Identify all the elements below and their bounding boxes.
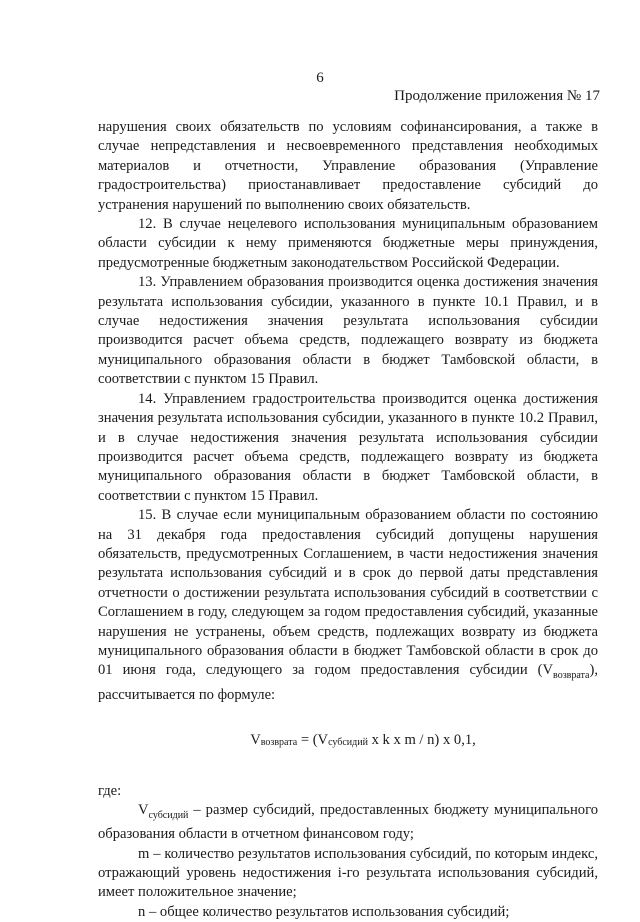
paragraph-13: 13. Управлением образования производится оценка достижения значения результата использования субсидии, указанного в пункте 10.1 Правил, и в случае недостижения значения результата использования субсидии производится расчет объема средств, подлежащего возврату из бюджета муниципального образования области в бюджет Тамбовской области, в соответствии с пунктом 15 Правил. xyxy=(98,274,598,388)
paragraph-15 xyxy=(98,506,598,705)
definition-v-subsidy xyxy=(98,801,598,845)
formula-rest: x k x m / n) x 0,1, xyxy=(367,732,476,749)
paragraph-15-text: 15. В случае если муниципальным образованием области по состоянию на 31 декабря года предоставления субсидий допущены нарушения обязательств, предусмотренных Соглашением, в части недостижения значения результата использования субсидий и в срок до первой даты представления отчетности о достижении результата использования субсидий в соответствии с Соглашением в году, следующем за годом предоставления субсидий, указанные нарушения не устранены, объем средств, подлежащих возврату из бюджета муниципального образования области в бюджет Тамбовской области в срок до 01 июня года, следующего за годом предоставления субсидии (V xyxy=(98,507,598,679)
paragraph-15-end: ), рассчитывается по формуле: xyxy=(98,662,598,703)
appendix-continuation-header: Продолжение приложения № 17 xyxy=(394,88,600,104)
paragraph-continuation: нарушения своих обязательств по условиям софинансирования, а также в случае непредставления и несвоевременного представления необходимых материалов и отчетности, Управление образования (Управление градостроительства) приостанавливает предоставление субсидий до устранения нарушений по выполнению своих обязательств. xyxy=(98,119,598,213)
formula-mid: = (V xyxy=(297,732,329,749)
definition-v: V xyxy=(138,801,149,818)
formula-sub-subsidy: субсидий xyxy=(328,737,368,749)
formula-v: V xyxy=(250,732,261,749)
document-body xyxy=(98,118,598,922)
paragraph-14: 14. Управлением градостроительства производится оценка достижения значения результата использования субсидии, указанного в пункте 10.2 Правил, и в случае недостижения значения результата использования субсидии производится расчет объема средств, подлежащего возврату из бюджета муниципального образования области в бюджет Тамбовской области, в соответствии с пунктом 15 Правил. xyxy=(98,390,598,504)
definition-m: m – количество результатов использования субсидий, по которым индекс, отражающий уровень недостижения i-го результата использования субсидий, имеет положительное значение; xyxy=(98,845,598,901)
formula-sub-return: возврата xyxy=(260,737,298,749)
paragraph-15-subscript: возврата xyxy=(553,670,590,682)
definition-n: n – общее количество результатов использования субсидий; xyxy=(138,903,510,920)
formula xyxy=(98,731,598,752)
definition-v-text: – размер субсидий, предоставленных бюджету муниципального образования области в отчетном финансовом году; xyxy=(98,801,598,843)
paragraph-12: 12. В случае нецелевого использования муниципальным образованием области субсидии к нему применяются бюджетные меры принуждения, предусмотренные бюджетным законодательством Российской Федерации. xyxy=(98,216,598,271)
definition-v-subscript: субсидий xyxy=(148,809,189,821)
where-label: где: xyxy=(98,782,122,799)
page-number: 6 xyxy=(316,70,324,86)
